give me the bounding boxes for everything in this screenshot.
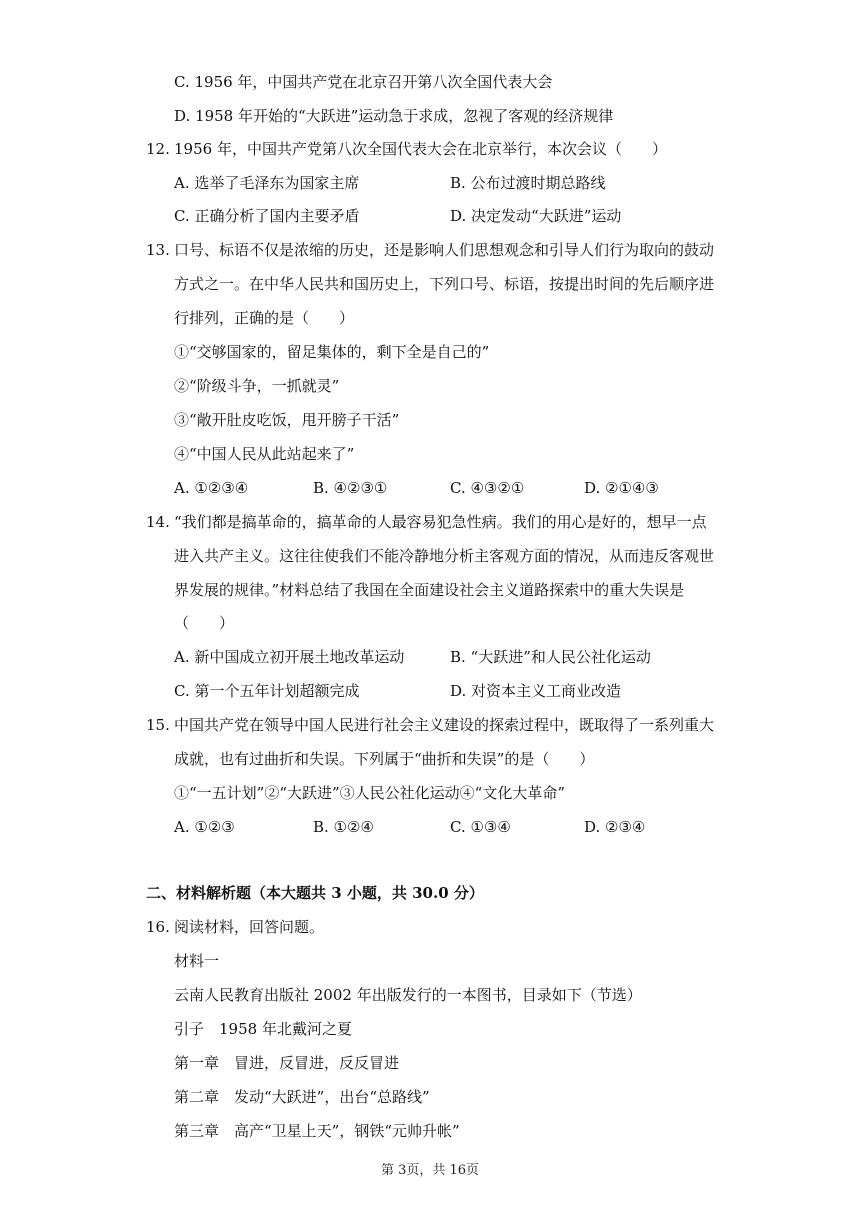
q14-number: 14. <box>146 513 170 531</box>
q16-material-line5: 第三章 高产“卫星上天”，钢铁“元帅升帐” <box>174 1122 460 1140</box>
q13-item-3: ③“敞开肚皮吃饭，甩开膀子干活” <box>174 411 400 429</box>
q14-stem-line4: （ ） <box>174 614 235 632</box>
q16-stem: 阅读材料，回答问题。 <box>174 918 325 936</box>
q16-material-line2: 引子 1958 年北戴河之夏 <box>174 1020 352 1038</box>
q13-stem-line3: 行排列，正确的是（ ） <box>174 309 355 327</box>
q15-option-d: D. ②③④ <box>584 818 646 836</box>
q11-option-c: C. 1956 年，中国共产党在北京召开第八次全国代表大会 <box>174 73 553 91</box>
q13-option-b: B. ④②③① <box>313 479 388 497</box>
q13-stem-line2: 方式之一。在中华人民共和国历史上，下列口号、标语，按提出时间的先后顺序进 <box>174 275 715 293</box>
q13-item-4: ④“中国人民从此站起来了” <box>174 445 355 463</box>
q14-option-d: D. 对资本主义工商业改造 <box>450 682 622 700</box>
q12-option-c: C. 正确分析了国内主要矛盾 <box>174 207 360 225</box>
q14-stem-line1: “我们都是搞革命的，搞革命的人最容易犯急性病。我们的用心是好的，想早一点 <box>174 513 707 531</box>
q15-option-b: B. ①②④ <box>313 818 374 836</box>
q15-option-c: C. ①③④ <box>450 818 511 836</box>
q15-option-a: A. ①②③ <box>174 818 235 836</box>
q15-items: ①“一五计划”②“大跃进”③人民公社化运动④“文化大革命” <box>174 784 566 802</box>
q15-stem-line2: 成就，也有过曲折和失误。下列属于“曲折和失误”的是（ ） <box>174 750 595 768</box>
page-footer: 第 3页，共 16页 <box>380 1163 480 1178</box>
q16-material-line3: 第一章 冒进，反冒进，反反冒进 <box>174 1054 400 1072</box>
q16-material-label: 材料一 <box>174 952 220 970</box>
q14-option-b: B. “大跃进”和人民公社化运动 <box>450 648 651 666</box>
q16-number: 16. <box>146 918 170 936</box>
q14-stem-line3: 界发展的规律。”材料总结了我国在全面建设社会主义道路探索中的重大失误是 <box>174 581 685 599</box>
q16-material-line1: 云南人民教育出版社 2002 年出版发行的一本图书，目录如下（节选） <box>174 986 642 1004</box>
q13-item-1: ①“交够国家的，留足集体的，剩下全是自己的” <box>174 343 490 361</box>
q13-option-c: C. ④③②① <box>450 479 525 497</box>
q13-option-d: D. ②①④③ <box>584 479 659 497</box>
q15-stem-line1: 中国共产党在领导中国人民进行社会主义建设的探索过程中，既取得了一系列重大 <box>174 716 715 734</box>
q15-number: 15. <box>146 716 170 734</box>
q16-material-line4: 第二章 发动“大跃进”，出台“总路线” <box>174 1088 430 1106</box>
q13-number: 13. <box>146 241 170 259</box>
q14-option-c: C. 第一个五年计划超额完成 <box>174 682 360 700</box>
q12-stem: 1956 年，中国共产党第八次全国代表大会在北京举行，本次会议（ ） <box>174 140 667 158</box>
q12-option-d: D. 决定发动“大跃进”运动 <box>450 207 622 225</box>
section-heading: 二、材料解析题（本大题共 3 小题，共 30.0 分） <box>146 884 484 902</box>
q13-option-a: A. ①②③④ <box>174 479 249 497</box>
q12-option-a: A. 选举了毛泽东为国家主席 <box>174 174 360 192</box>
q14-stem-line2: 进入共产主义。这往往使我们不能冷静地分析主客观方面的情况，从而违反客观世 <box>174 547 715 565</box>
q11-option-d: D. 1958 年开始的“大跃进”运动急于求成，忽视了客观的经济规律 <box>174 107 614 125</box>
q13-stem-line1: 口号、标语不仅是浓缩的历史，还是影响人们思想观念和引导人们行为取向的鼓动 <box>174 241 715 259</box>
q13-item-2: ②“阶级斗争，一抓就灵” <box>174 377 340 395</box>
q12-number: 12. <box>146 140 170 158</box>
q12-option-b: B. 公布过渡时期总路线 <box>450 174 606 192</box>
q14-option-a: A. 新中国成立初开展土地改革运动 <box>174 648 405 666</box>
